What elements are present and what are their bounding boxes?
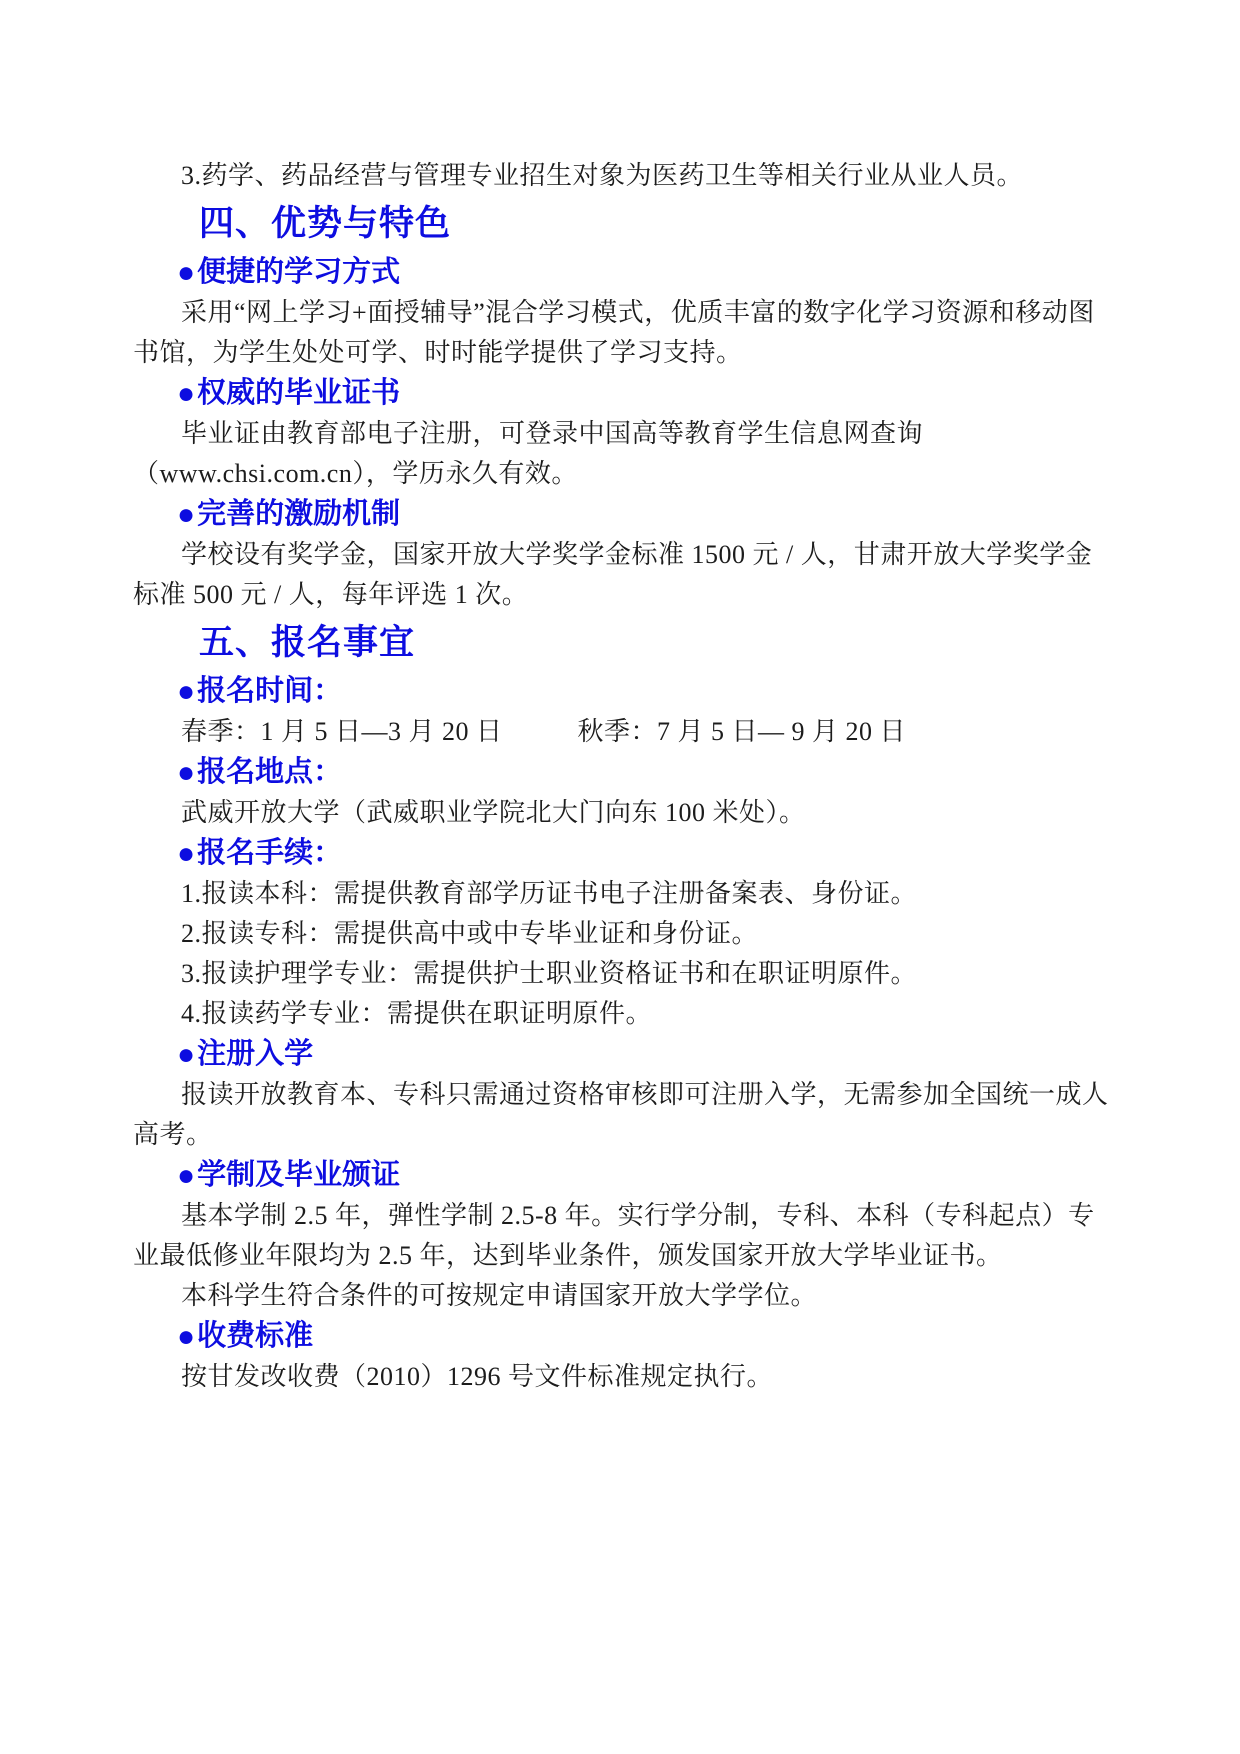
- bullet-dot-icon: ●: [177, 1159, 196, 1192]
- bullet-heading-label: 收费标准: [197, 1320, 314, 1352]
- bullet-heading-label: 便捷的学习方式: [197, 256, 401, 288]
- para-diploma-line1: 毕业证由教育部电子注册，可登录中国高等教育学生信息网查询: [181, 419, 924, 448]
- bullet-dot-icon: ●: [177, 498, 196, 531]
- enrollment-date-spring: 春季：1 月 5 日—3 月 20 日: [181, 717, 503, 746]
- bullet-heading-fee: [133, 1316, 1110, 1357]
- bullet-heading-label: 报名时间：: [197, 675, 343, 707]
- bullet-heading-enrollment-procedure: [133, 833, 1110, 874]
- bullet-heading-schooling: [133, 1155, 1110, 1196]
- bullet-heading-label: 报名手续：: [197, 837, 343, 869]
- bullet-heading-label: 学制及毕业颁证: [197, 1159, 401, 1191]
- para-schooling-degree: 本科学生符合条件的可按规定申请国家开放大学学位。: [181, 1281, 818, 1310]
- bullet-dot-icon: ●: [177, 256, 196, 289]
- para-fee-standard: 按甘发改收费（2010）1296 号文件标准规定执行。: [181, 1362, 774, 1391]
- bullet-heading-diploma: [133, 373, 1110, 414]
- para-enrollment-dates: [133, 712, 1110, 752]
- bullet-dot-icon: ●: [177, 377, 196, 410]
- para-schooling-duration: 基本学制 2.5 年，弹性学制 2.5-8 年。实行学分制，专科、本科（专科起点）专业最低修业年限均为 2.5 年，达到毕业条件，颁发国家开放大学毕业证书。: [133, 1201, 1095, 1270]
- para-incentive: 学校设有奖学金，国家开放大学奖学金标准 1500 元 / 人，甘肃开放大学奖学金标准 500 元 / 人，每年评选 1 次。: [133, 540, 1093, 609]
- bullet-dot-icon: ●: [177, 1320, 196, 1353]
- para-procedure-college: 2.报读专科：需提供高中或中专毕业证和身份证。: [181, 919, 759, 948]
- para-procedure-pharmacy: 4.报读药学专业：需提供在职证明原件。: [181, 999, 653, 1028]
- bullet-heading-enrollment-time: [133, 671, 1110, 712]
- bullet-heading-enrollment-place: [133, 752, 1110, 793]
- bullet-heading-label: 报名地点：: [197, 756, 343, 788]
- bullet-heading-label: 注册入学: [197, 1038, 314, 1070]
- enrollment-date-autumn: 秋季：7 月 5 日— 9 月 20 日: [577, 717, 907, 746]
- para-learning-mode: 采用“网上学习+面授辅导”混合学习模式，优质丰富的数字化学习资源和移动图书馆，为学生处处可学、时时能学提供了学习支持。: [133, 298, 1095, 367]
- bullet-heading-incentive: [133, 494, 1110, 535]
- para-registration: 报读开放教育本、专科只需通过资格审核即可注册入学，无需参加全国统一成人高考。: [133, 1080, 1109, 1149]
- bullet-dot-icon: ●: [177, 756, 196, 789]
- bullet-heading-label: 权威的毕业证书: [197, 377, 401, 409]
- para-procedure-bachelor: 1.报读本科：需提供教育部学历证书电子注册备案表、身份证。: [181, 879, 918, 908]
- bullet-heading-learning-mode: [133, 252, 1110, 293]
- para-pharmacy-note: 3.药学、药品经营与管理专业招生对象为医药卫生等相关行业从业人员。: [181, 161, 1024, 190]
- section-heading-advantages: 四、优势与特色: [199, 204, 452, 243]
- bullet-heading-registration: [133, 1034, 1110, 1075]
- bullet-dot-icon: ●: [177, 1038, 196, 1071]
- bullet-dot-icon: ●: [177, 837, 196, 870]
- bullet-heading-label: 完善的激励机制: [197, 498, 401, 530]
- para-enrollment-place: 武威开放大学（武威职业学院北大门向东 100 米处）。: [181, 798, 806, 827]
- section-heading-enrollment: 五、报名事宜: [199, 623, 416, 662]
- para-procedure-nursing: 3.报读护理学专业：需提供护士职业资格证书和在职证明原件。: [181, 959, 918, 988]
- para-diploma-line2: （www.chsi.com.cn），学历永久有效。: [133, 459, 578, 488]
- bullet-dot-icon: ●: [177, 675, 196, 708]
